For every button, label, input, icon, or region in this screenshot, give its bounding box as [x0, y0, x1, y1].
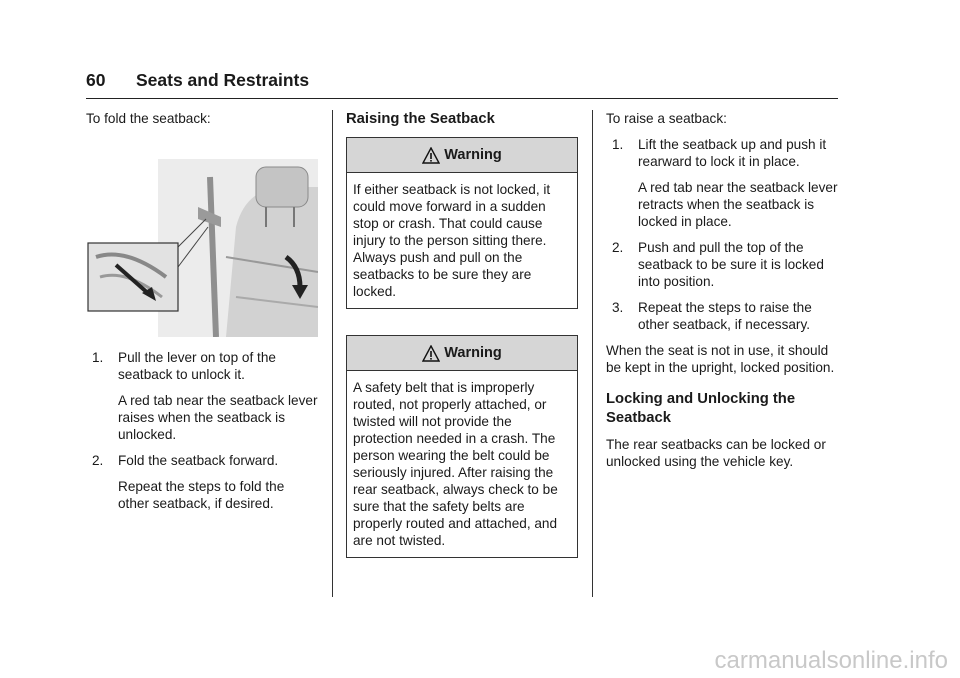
warning-label: Warning: [444, 344, 502, 361]
list-item: [606, 136, 840, 230]
warning-box: [346, 137, 578, 309]
warning-header: [347, 138, 577, 173]
warning-icon: [422, 147, 440, 164]
column-raise-steps: [606, 110, 840, 470]
list-item: [86, 349, 318, 443]
seatback-illustration: [86, 147, 318, 337]
raise-steps: [606, 136, 840, 333]
warning-text: If either seatback is not locked, it could move forward in a sudden stop or crash. That could cause injury to the person sitting there. Always push and pull on the seatbacks to be sure they are locked.: [353, 182, 551, 299]
fold-intro: To fold the seatback:: [86, 111, 211, 126]
step-note: A red tab near the seatback lever raises when the seatback is unlocked.: [118, 393, 318, 442]
lock-heading: Locking and Unlocking the Seatback: [606, 391, 796, 426]
warning-box: [346, 335, 578, 558]
list-item: [606, 239, 840, 290]
column-fold: [86, 110, 318, 512]
step-text: Pull the lever on top of the seatback to unlock it.: [118, 350, 276, 382]
step-number: 2.: [92, 453, 104, 468]
warning-icon: [422, 345, 440, 362]
step-text: Push and pull the top of the seatback to be sure it is locked into position.: [638, 240, 824, 289]
page-number: 60: [86, 70, 106, 90]
seat-lever-icon: [86, 147, 318, 337]
step-number: 1.: [92, 350, 104, 365]
step-number: 3.: [612, 300, 624, 315]
list-item: [606, 299, 840, 333]
step-number: 2.: [612, 240, 624, 255]
watermark: carmanualsonline.info: [714, 647, 948, 674]
usage-note: When the seat is not in use, it should be kept in the upright, locked position.: [606, 343, 835, 375]
column-divider: [592, 110, 593, 597]
step-text: Fold the seatback forward.: [118, 453, 279, 468]
step-number: 1.: [612, 137, 624, 152]
list-item: [86, 452, 318, 512]
column-divider: [332, 110, 333, 597]
raise-heading: Raising the Seatback: [346, 111, 495, 127]
step-text: Lift the seatback up and push it rearward to lock it in place.: [638, 137, 827, 169]
step-note: A red tab near the seatback lever retracts when the seatback is locked in place.: [638, 180, 838, 229]
warning-text: A safety belt that is improperly routed, not properly attached, or twisted will not provide the protection needed in a crash. The person wearing the belt could be seriously injured. After raising the rear seatback, always check to be sure that the safety belts are properly routed and attached, and are not twisted.: [353, 380, 558, 548]
warning-label: Warning: [444, 146, 502, 163]
section-title: Seats and Restraints: [136, 70, 310, 90]
raise-intro: To raise a seatback:: [606, 111, 727, 126]
step-text: Repeat the steps to raise the other seatback, if necessary.: [638, 300, 812, 332]
warning-header: [347, 336, 577, 371]
step-note: Repeat the steps to fold the other seatback, if desired.: [118, 479, 285, 511]
fold-steps: [86, 349, 318, 512]
lock-text: The rear seatbacks can be locked or unlocked using the vehicle key.: [606, 437, 826, 469]
page-header: [86, 72, 838, 99]
column-raise: [346, 110, 578, 558]
